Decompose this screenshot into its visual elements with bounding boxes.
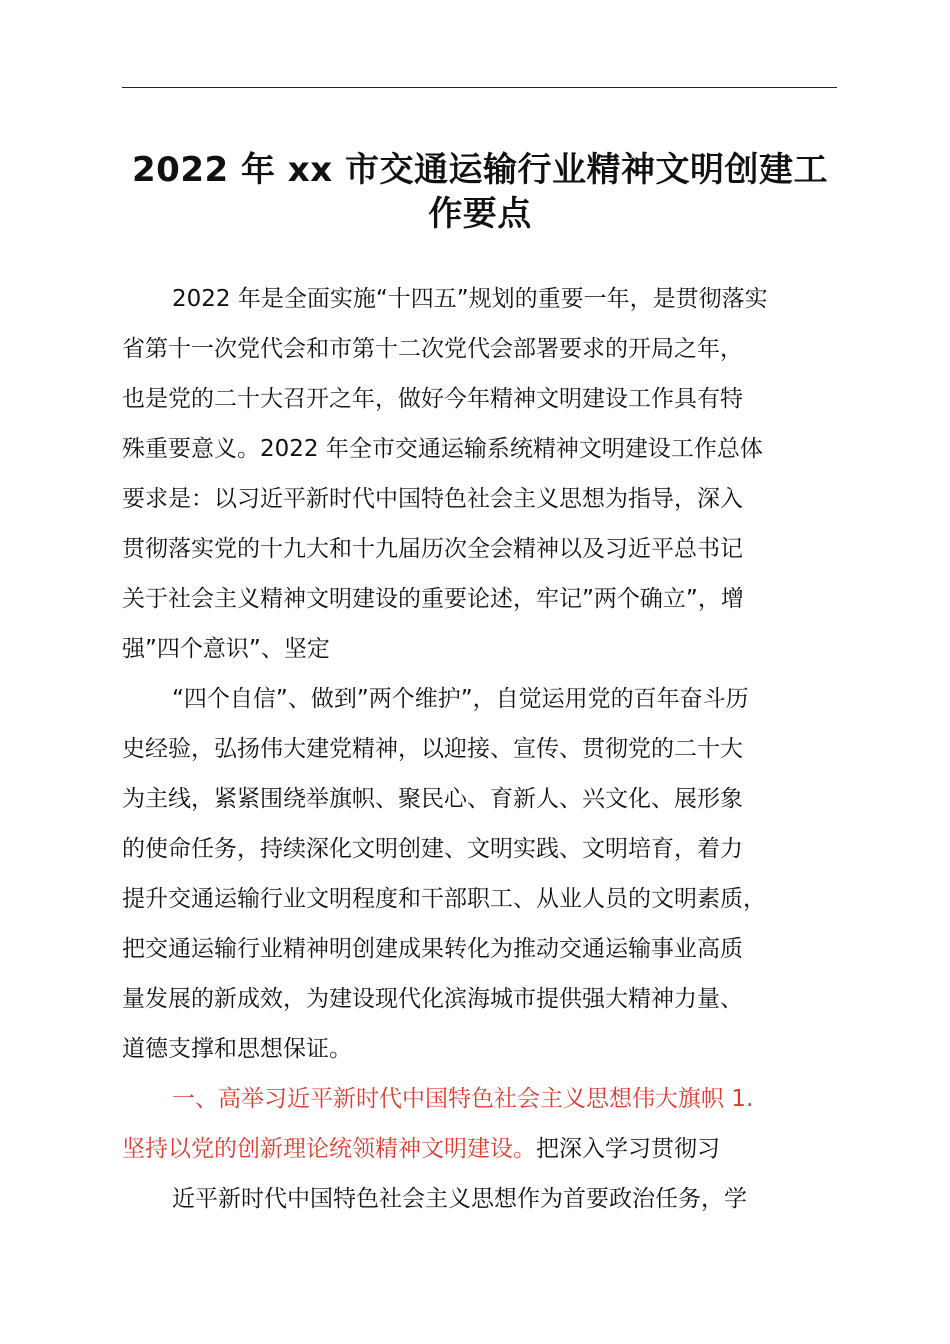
text-line: 的使命任务，持续深化文明创建、文明实践、文明培育，着力 [122,836,743,862]
text-line: 史经验，弘扬伟大建党精神，以迎接、宣传、贯彻党的二十大 [122,736,743,762]
text-line: 强”四个意识”、坚定 [122,636,330,662]
paragraph-3 [122,1174,840,1224]
body-text-run: 把深入学习贯彻习 [536,1136,720,1162]
title-line-2: 作要点 [428,194,532,234]
text-line: 也是党的二十大召开之年，做好今年精神文明建设工作具有特 [122,386,743,412]
text-line: 量发展的新成效，为建设现代化滨海城市提供强大精神力量、 [122,986,743,1012]
text-line: 为主线，紧紧围绕举旗帜、聚民心、育新人、兴文化、展形象 [122,786,743,812]
text-line: 近平新时代中国特色社会主义思想作为首要政治任务，学 [172,1186,747,1212]
text-line: 贯彻落实党的十九大和十九届历次全会精神以及习近平总书记 [122,536,743,562]
title-line-1: 2022 年 xx 市交通运输行业精神文明创建工 [132,150,828,190]
text-line: 殊重要意义。2022 年全市交通运输系统精神文明建设工作总体 [122,436,763,462]
document-body [122,274,840,1224]
paragraph-2 [122,674,840,1074]
text-line: 把交通运输行业精神明创建成果转化为推动交通运输事业高质 [122,936,743,962]
subheading-text: 坚持以党的创新理论统领精神文明建设。 [122,1136,536,1162]
heading-line: 一、高举习近平新时代中国特色社会主义思想伟大旗帜 1. [172,1086,754,1112]
text-line: 2022 年是全面实施“十四五”规划的重要一年，是贯彻落实 [172,286,768,312]
text-line: 提升交通运输行业文明程度和干部职工、从业人员的文明素质， [122,886,766,912]
header-rule [122,87,837,88]
paragraph-1 [122,274,840,674]
document-title [100,148,860,236]
text-line: 道德支撑和思想保证。 [122,1036,352,1062]
text-line: 关于社会主义精神文明建设的重要论述，牢记”两个确立”，增 [122,586,744,612]
text-line: 要求是：以习近平新时代中国特色社会主义思想为指导，深入 [122,486,743,512]
text-line: “四个自信”、做到”两个维护”，自觉运用党的百年奋斗历 [172,686,749,712]
section-heading-1 [122,1074,840,1174]
text-line: 省第十一次党代会和市第十二次党代会部署要求的开局之年， [122,336,743,362]
heading-line-mixed [122,1124,840,1174]
